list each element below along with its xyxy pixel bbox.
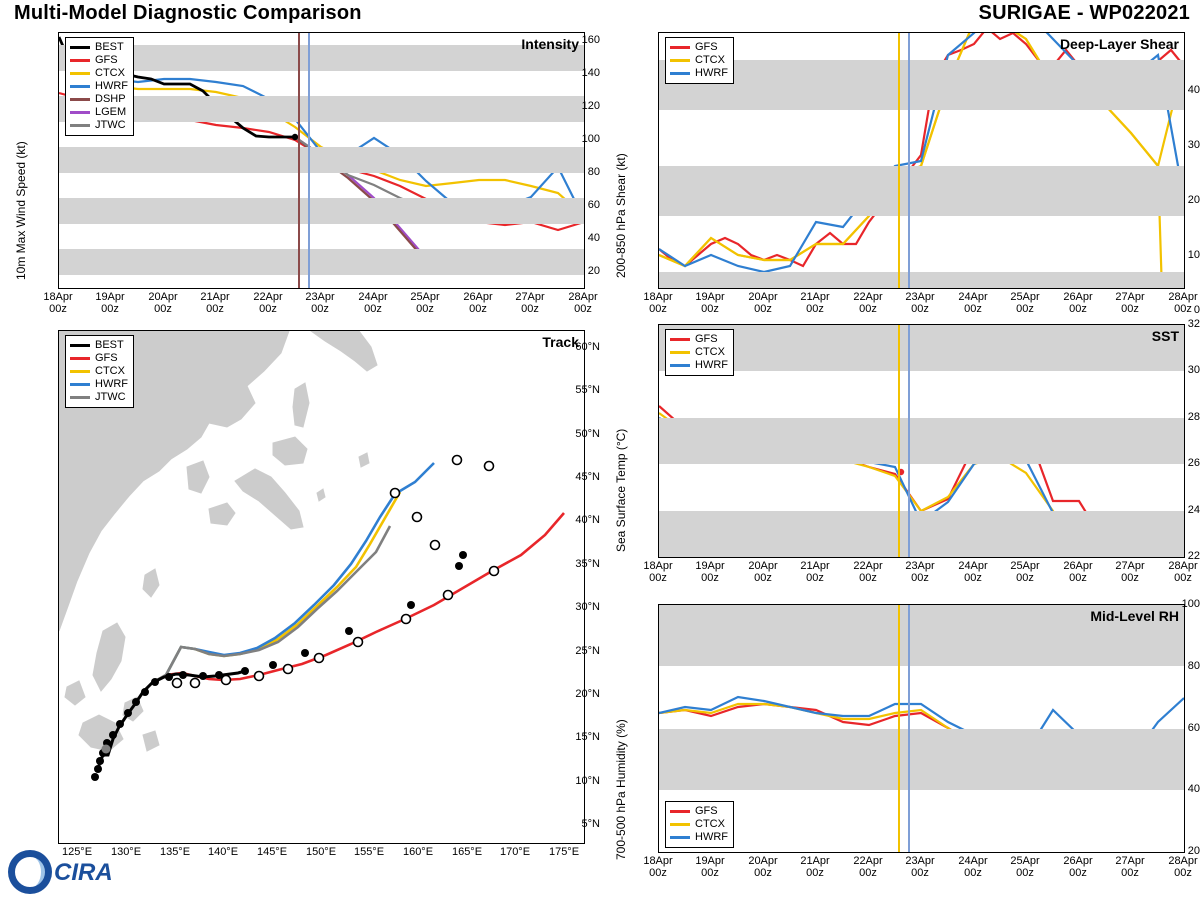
xtick: 24Apr 00z bbox=[958, 855, 988, 879]
ytick: 24 bbox=[1187, 504, 1200, 516]
legend-swatch-hwrf bbox=[70, 85, 90, 88]
xtick: 27Apr 00z bbox=[1115, 560, 1145, 584]
legend-swatch-lgem bbox=[70, 111, 90, 114]
xtick: 25Apr 00z bbox=[1010, 855, 1040, 879]
vline-hwrf bbox=[908, 325, 910, 557]
intensity-legend bbox=[65, 37, 134, 136]
xtick: 18Apr 00z bbox=[643, 560, 673, 584]
xtick: 22Apr 00z bbox=[853, 560, 883, 584]
legend-swatch-hwrf bbox=[670, 836, 690, 839]
cira-logo-text: CIRA bbox=[54, 859, 113, 886]
legend-item-ctcx: CTCX bbox=[70, 67, 128, 80]
xtick: 23Apr 00z bbox=[905, 560, 935, 584]
xtick: 23Apr 00z bbox=[905, 291, 935, 315]
legend-swatch-gfs bbox=[70, 59, 90, 62]
header bbox=[0, 0, 1200, 30]
xtick: 155°E bbox=[353, 846, 385, 858]
legend-item-jtwc: JTWC bbox=[70, 391, 128, 404]
xtick: 28Apr 00z bbox=[1168, 560, 1198, 584]
intensity-panel bbox=[0, 28, 600, 318]
ytick: 60 bbox=[1187, 722, 1200, 734]
legend-item-hwrf: HWRF bbox=[670, 831, 728, 844]
rh-panel bbox=[600, 600, 1200, 890]
xtick: 140°E bbox=[207, 846, 239, 858]
shear-panel bbox=[600, 28, 1200, 318]
xtick: 26Apr 00z bbox=[1063, 855, 1093, 879]
xtick: 21Apr 00z bbox=[800, 291, 830, 315]
legend-item-ctcx: CTCX bbox=[70, 365, 128, 378]
legend-item-gfs: GFS bbox=[70, 352, 128, 365]
ytick: 32 bbox=[1187, 318, 1200, 330]
track-map-svg[interactable] bbox=[59, 331, 584, 843]
ytick: 20 bbox=[1187, 845, 1200, 857]
xtick: 135°E bbox=[159, 846, 191, 858]
legend-item-gfs: GFS bbox=[670, 333, 728, 346]
vline-hwrf bbox=[908, 605, 910, 852]
legend-swatch-ctcx bbox=[670, 823, 690, 826]
legend-swatch-best bbox=[70, 344, 90, 347]
ytick: 80 bbox=[587, 166, 600, 178]
legend-item-hwrf: HWRF bbox=[670, 67, 728, 80]
legend-item-gfs: GFS bbox=[670, 41, 728, 54]
track-panel bbox=[0, 320, 600, 880]
storm-id-title: SURIGAE - WP022021 bbox=[978, 2, 1190, 24]
track-map[interactable] bbox=[58, 330, 585, 844]
xtick: 25Apr 00z bbox=[1010, 291, 1040, 315]
sst-panel bbox=[600, 320, 1200, 600]
sst-legend bbox=[665, 329, 734, 376]
xtick: 19Apr 00z bbox=[695, 560, 725, 584]
xtick: 26Apr 00z bbox=[463, 291, 493, 315]
track-title: Track bbox=[542, 334, 579, 350]
legend-item-best: BEST bbox=[70, 41, 128, 54]
ytick: 20°N bbox=[575, 688, 600, 700]
xtick: 23Apr 00z bbox=[905, 855, 935, 879]
xtick: 20Apr 00z bbox=[748, 560, 778, 584]
legend-swatch-ctcx bbox=[70, 72, 90, 75]
xtick: 165°E bbox=[451, 846, 483, 858]
ytick: 20 bbox=[587, 265, 600, 277]
ytick: 10 bbox=[1187, 249, 1200, 261]
xtick: 26Apr 00z bbox=[1063, 560, 1093, 584]
legend-swatch-ctcx bbox=[670, 351, 690, 354]
xtick: 22Apr 00z bbox=[853, 855, 883, 879]
ytick: 0 bbox=[1193, 304, 1200, 316]
intensity-ylabel: 10m Max Wind Speed (kt) bbox=[14, 141, 28, 280]
xtick: 24Apr 00z bbox=[958, 560, 988, 584]
rh-plot bbox=[658, 604, 1185, 853]
cira-logo bbox=[6, 846, 136, 898]
legend-item-gfs: GFS bbox=[70, 54, 128, 67]
xtick: 27Apr 00z bbox=[1115, 291, 1145, 315]
rh-legend bbox=[665, 801, 734, 848]
xtick: 26Apr 00z bbox=[1063, 291, 1093, 315]
xtick: 28Apr 00z bbox=[568, 291, 598, 315]
ytick: 22 bbox=[1187, 550, 1200, 562]
cira-logo-icon bbox=[6, 846, 136, 898]
xtick: 24Apr 00z bbox=[958, 291, 988, 315]
ytick: 20 bbox=[1187, 194, 1200, 206]
xtick: 160°E bbox=[402, 846, 434, 858]
xtick: 18Apr 00z bbox=[43, 291, 73, 315]
legend-item-lgem: LGEM bbox=[70, 106, 128, 119]
xtick: 145°E bbox=[256, 846, 288, 858]
legend-swatch-gfs bbox=[670, 338, 690, 341]
legend-swatch-gfs bbox=[670, 810, 690, 813]
ytick: 55°N bbox=[575, 384, 600, 396]
rh-title: Mid-Level RH bbox=[1090, 608, 1179, 624]
xtick: 18Apr 00z bbox=[643, 291, 673, 315]
legend-swatch-jtwc bbox=[70, 396, 90, 399]
xtick: 19Apr 00z bbox=[95, 291, 125, 315]
legend-item-hwrf: HWRF bbox=[70, 80, 128, 93]
ytick: 15°N bbox=[575, 731, 600, 743]
ytick: 35°N bbox=[575, 558, 600, 570]
sst-plot bbox=[658, 324, 1185, 558]
vline-hwrf bbox=[308, 33, 310, 288]
sst-ylabel: Sea Surface Temp (°C) bbox=[614, 428, 628, 552]
xtick: 150°E bbox=[305, 846, 337, 858]
intensity-title: Intensity bbox=[521, 36, 579, 52]
xtick: 22Apr 00z bbox=[853, 291, 883, 315]
xtick: 27Apr 00z bbox=[1115, 855, 1145, 879]
xtick: 130°E bbox=[110, 846, 142, 858]
legend-item-ctcx: CTCX bbox=[670, 54, 728, 67]
ytick: 45°N bbox=[575, 471, 600, 483]
ytick: 25°N bbox=[575, 645, 600, 657]
xtick: 170°E bbox=[499, 846, 531, 858]
rh-ylabel: 700-500 hPa Humidity (%) bbox=[614, 719, 628, 860]
legend-swatch-hwrf bbox=[670, 364, 690, 367]
ytick: 140 bbox=[581, 67, 600, 79]
ytick: 26 bbox=[1187, 457, 1200, 469]
shear-legend bbox=[665, 37, 734, 84]
legend-swatch-gfs bbox=[70, 357, 90, 360]
xtick: 20Apr 00z bbox=[748, 855, 778, 879]
vline-ctcx bbox=[898, 33, 900, 288]
xtick: 21Apr 00z bbox=[800, 855, 830, 879]
legend-item-dshp: DSHP bbox=[70, 93, 128, 106]
legend-swatch-hwrf bbox=[670, 72, 690, 75]
shear-title: Deep-Layer Shear bbox=[1059, 36, 1179, 52]
ytick: 10°N bbox=[575, 775, 600, 787]
ytick: 40 bbox=[587, 232, 600, 244]
ytick: 40°N bbox=[575, 514, 600, 526]
track-legend bbox=[65, 335, 134, 408]
ytick: 160 bbox=[581, 34, 600, 46]
vline-ctcx bbox=[898, 605, 900, 852]
shear-plot bbox=[658, 32, 1185, 289]
legend-item-ctcx: CTCX bbox=[670, 818, 728, 831]
xtick: 125°E bbox=[61, 846, 93, 858]
xtick: 20Apr 00z bbox=[748, 291, 778, 315]
xtick: 23Apr 00z bbox=[305, 291, 335, 315]
legend-item-ctcx: CTCX bbox=[670, 346, 728, 359]
xtick: 22Apr 00z bbox=[253, 291, 283, 315]
legend-item-best: BEST bbox=[70, 339, 128, 352]
xtick: 27Apr 00z bbox=[515, 291, 545, 315]
xtick: 25Apr 00z bbox=[410, 291, 440, 315]
legend-swatch-hwrf bbox=[70, 383, 90, 386]
ytick: 100 bbox=[1181, 598, 1200, 610]
ytick: 30 bbox=[1187, 364, 1200, 376]
page-title: Multi-Model Diagnostic Comparison bbox=[14, 2, 362, 24]
xtick: 20Apr 00z bbox=[148, 291, 178, 315]
vline-ctcx bbox=[898, 325, 900, 557]
ytick: 30 bbox=[1187, 139, 1200, 151]
legend-swatch-gfs bbox=[670, 46, 690, 49]
intensity-plot bbox=[58, 32, 585, 289]
legend-swatch-ctcx bbox=[70, 370, 90, 373]
ytick: 60 bbox=[587, 199, 600, 211]
legend-swatch-dshp bbox=[70, 98, 90, 101]
vline-dshp bbox=[298, 33, 300, 288]
legend-swatch-best bbox=[70, 46, 90, 49]
ytick: 28 bbox=[1187, 411, 1200, 423]
xtick: 175°E bbox=[548, 846, 580, 858]
xtick: 21Apr 00z bbox=[800, 560, 830, 584]
xtick: 21Apr 00z bbox=[200, 291, 230, 315]
shear-ylabel: 200-850 hPa Shear (kt) bbox=[614, 153, 628, 278]
xtick: 28Apr 00z bbox=[1168, 291, 1198, 315]
legend-item-gfs: GFS bbox=[670, 805, 728, 818]
ytick: 5°N bbox=[581, 818, 600, 830]
xtick: 19Apr 00z bbox=[695, 291, 725, 315]
legend-swatch-jtwc bbox=[70, 124, 90, 127]
xtick: 28Apr 00z bbox=[1168, 855, 1198, 879]
ytick: 30°N bbox=[575, 601, 600, 613]
xtick: 24Apr 00z bbox=[358, 291, 388, 315]
sst-title: SST bbox=[1151, 328, 1179, 344]
legend-swatch-ctcx bbox=[670, 59, 690, 62]
ytick: 60°N bbox=[575, 341, 600, 353]
xtick: 19Apr 00z bbox=[695, 855, 725, 879]
ytick: 40 bbox=[1187, 84, 1200, 96]
ytick: 50°N bbox=[575, 428, 600, 440]
legend-item-hwrf: HWRF bbox=[670, 359, 728, 372]
ytick: 80 bbox=[1187, 660, 1200, 672]
ytick: 100 bbox=[581, 133, 600, 145]
xtick: 25Apr 00z bbox=[1010, 560, 1040, 584]
ytick: 40 bbox=[1187, 783, 1200, 795]
vline-hwrf bbox=[908, 33, 910, 288]
ytick: 120 bbox=[581, 100, 600, 112]
xtick: 18Apr 00z bbox=[643, 855, 673, 879]
legend-item-jtwc: JTWC bbox=[70, 119, 128, 132]
legend-item-hwrf: HWRF bbox=[70, 378, 128, 391]
